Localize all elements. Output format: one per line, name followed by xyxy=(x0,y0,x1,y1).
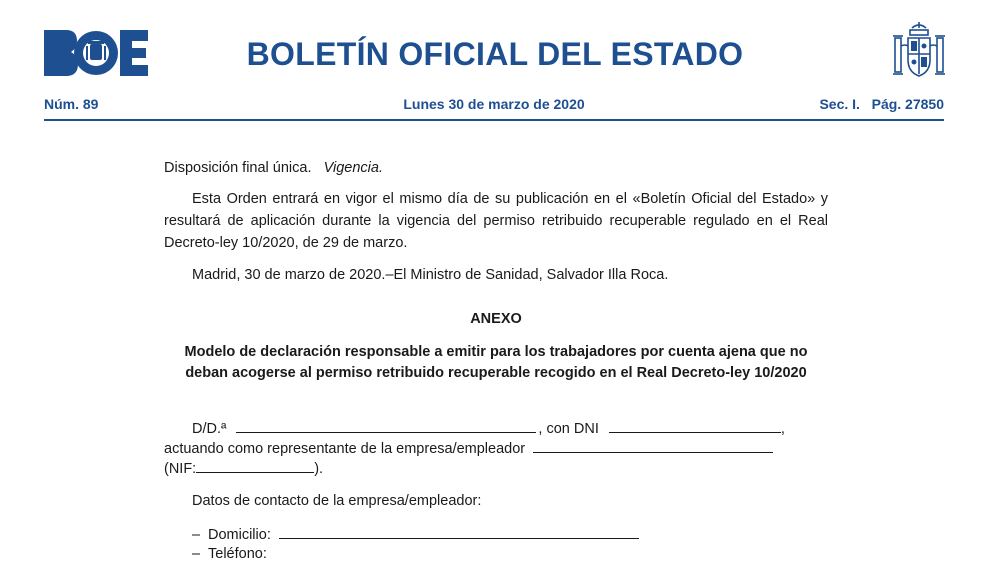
dd-label: D/D.ª xyxy=(192,421,227,437)
header-rule xyxy=(44,119,944,121)
form-dd-line xyxy=(192,418,832,440)
nif-label: (NIF: xyxy=(164,461,197,477)
issue-date: Lunes 30 de marzo de 2020 xyxy=(403,96,585,112)
disposition-title: Vigencia. xyxy=(323,160,383,176)
telefono-label: Teléfono: xyxy=(208,546,267,562)
form-nif-line xyxy=(164,458,828,480)
issue-number: Núm. 89 xyxy=(44,96,99,112)
coat-of-arms-icon xyxy=(892,22,946,82)
dni-comma: , xyxy=(780,421,785,437)
company-blank[interactable] xyxy=(533,438,773,453)
contact-heading: Datos de contacto de la empresa/empleador: xyxy=(192,493,482,509)
disposition-heading xyxy=(164,157,828,179)
nif-close: ). xyxy=(314,461,324,477)
bullet-dash: – xyxy=(192,527,201,543)
dni-blank[interactable] xyxy=(609,418,781,433)
representative-label: actuando como representante de la empresa/empleador xyxy=(164,441,526,457)
domicilio-label: Domicilio: xyxy=(208,527,271,543)
issue-meta xyxy=(44,96,944,116)
name-blank[interactable] xyxy=(236,418,536,433)
validity-paragraph: Esta Orden entrará en vigor el mismo día de su publicación en el «Boletín Oficial del Estado» y resultará de aplicación durante la vigencia del permiso retribuido recuperable regulado en el Real Decreto-ley 10/2020, de 29 de marzo. xyxy=(164,191,828,251)
nif-blank[interactable] xyxy=(196,458,314,473)
domicilio-blank[interactable] xyxy=(279,524,639,539)
form-representative-line xyxy=(164,438,844,460)
con-dni-label: , con DNI xyxy=(538,421,599,437)
signature-line: Madrid, 30 de marzo de 2020.–El Ministro de Sanidad, Salvador Illa Roca. xyxy=(192,267,669,283)
annex-heading: ANEXO xyxy=(470,311,522,327)
annex-title: Modelo de declaración responsable a emitir para los trabajadores por cuenta ajena que no deban acogerse al permiso retribuido recuperable recogido en el Real Decreto-ley 10/2020 xyxy=(184,344,808,381)
boe-logo xyxy=(44,30,148,76)
section-page: Sec. I. Pág. 27850 xyxy=(819,96,944,112)
form-telefono-line xyxy=(164,543,828,565)
gazette-title: BOLETÍN OFICIAL DEL ESTADO xyxy=(246,36,744,72)
disposition-label: Disposición final única. xyxy=(164,160,312,176)
bullet-dash: – xyxy=(192,546,201,562)
